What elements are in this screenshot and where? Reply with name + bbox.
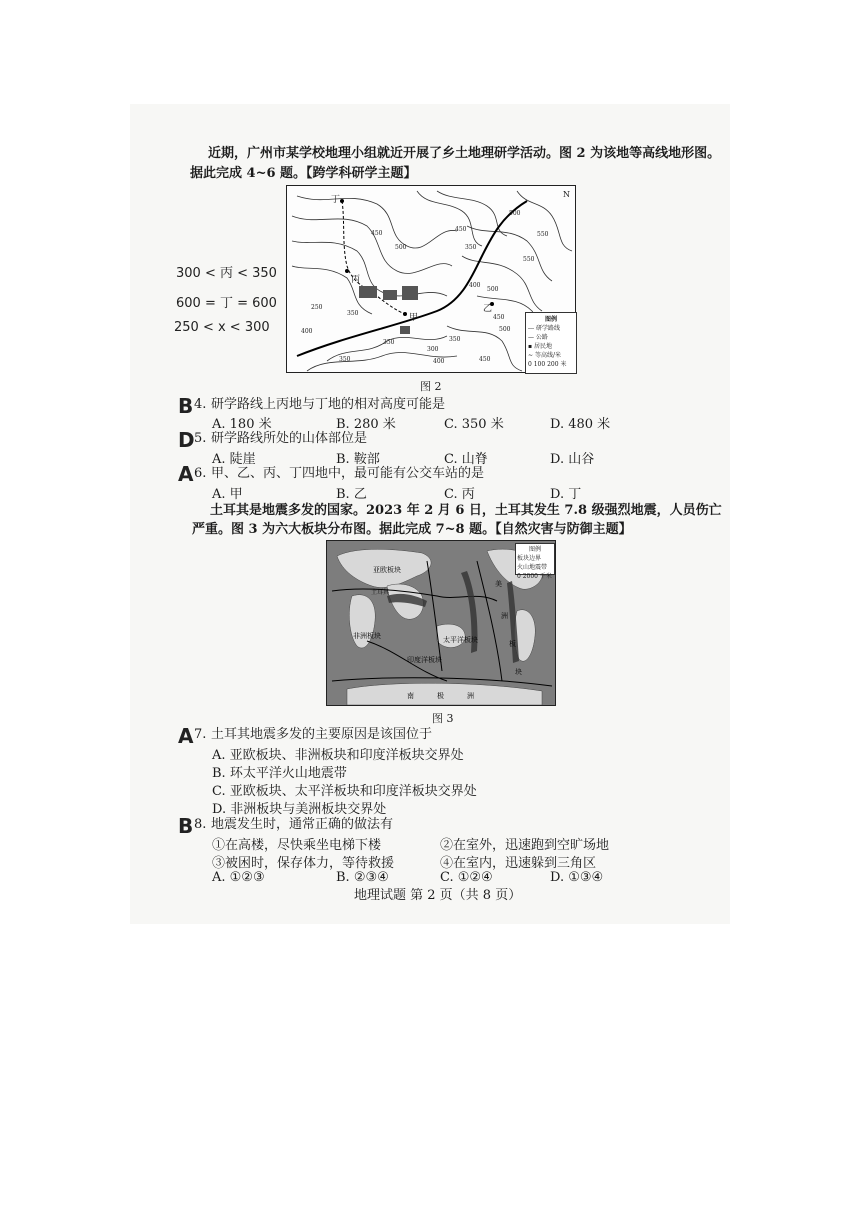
contour-label: 350 <box>383 339 395 346</box>
contour-label: 450 <box>371 230 383 237</box>
place-ding: 丁 <box>331 195 341 205</box>
handnote-1: 300 < 丙 < 350 <box>176 266 277 281</box>
label-african-plate: 非洲板块 <box>353 632 381 640</box>
q5-option-a: A. 陡崖 <box>212 452 256 467</box>
q4-option-d: D. 480 米 <box>550 417 611 432</box>
label-america-2: 洲 <box>501 612 508 620</box>
intro2-line-1: 土耳其是地震多发的国家。2023 年 2 月 6 日，土耳其发生 7.8 级强烈地震，人员伤亡 <box>210 503 722 518</box>
map-legend <box>525 312 577 374</box>
contour-label: 400 <box>433 358 445 365</box>
q4-option-a: A. 180 米 <box>212 417 272 432</box>
contour-map <box>286 185 576 373</box>
q7-stem: 土耳其地震多发的主要原因是该国位于 <box>211 727 433 742</box>
legend-scale: 0 2000 千米 <box>517 573 552 580</box>
q4-stem: 研学路线上丙地与丁地的相对高度可能是 <box>211 397 446 412</box>
north-arrow-icon: N <box>563 190 570 199</box>
contour-label: 500 <box>499 326 511 333</box>
legend-route: --- 研学路线 <box>528 325 561 332</box>
figure-2-caption: 图 2 <box>420 380 442 393</box>
label-america-1: 美 <box>495 580 502 588</box>
q8-num: 8. <box>194 817 207 832</box>
q8-option-c: C. ①②④ <box>440 870 493 885</box>
q4-option-b: B. 280 米 <box>336 417 396 432</box>
legend-scale: 0 100 200 米 <box>528 361 567 368</box>
q5-option-c: C. 山脊 <box>444 452 488 467</box>
label-pacific-plate: 太平洋板块 <box>443 636 478 644</box>
plate-map <box>326 540 556 706</box>
contour-label: 400 <box>469 282 481 289</box>
contour-label: 250 <box>311 304 323 311</box>
intro-line-2: 据此完成 4~6 题。【跨学科研学主题】 <box>190 166 417 181</box>
legend-contour: ~ 等高线/米 <box>528 352 561 359</box>
label-turkey: 土耳其 <box>371 589 390 596</box>
legend-settlement: ▪ 居民地 <box>528 343 552 350</box>
contour-label: 450 <box>493 314 505 321</box>
q8-statement-3: ③被困时，保存体力，等待救援 <box>212 856 395 871</box>
place-yi: 乙 <box>483 304 493 314</box>
contour-label: 450 <box>455 226 467 233</box>
contour-label: 400 <box>301 328 313 335</box>
intro-line-1: 近期，广州市某学校地理小组就近开展了乡土地理研学活动。图 2 为该地等高线地形图。 <box>208 146 721 161</box>
label-america-4: 块 <box>515 668 522 676</box>
contour-label: 500 <box>395 244 407 251</box>
plate-legend-title: 图例 <box>528 546 541 553</box>
contour-label: 500 <box>509 210 521 217</box>
contour-label: 550 <box>523 256 535 263</box>
legend-volcano: 火山地震带 <box>517 564 548 571</box>
page-footer: 地理试题 第 2 页（共 8 页） <box>354 888 522 903</box>
legend-road: — 公路 <box>528 334 548 341</box>
label-indian-plate: 印度洋板块 <box>407 656 442 664</box>
q8-statement-4: ④在室内，迅速躲到三角区 <box>440 856 597 871</box>
q5-stem: 研学路线所处的山体部位是 <box>211 431 368 446</box>
answer-mark-7: A <box>178 724 194 748</box>
label-america-3: 板 <box>509 640 516 648</box>
q4-num: 4. <box>194 397 207 412</box>
contour-label: 550 <box>537 231 549 238</box>
label-antarctic-1: 南 <box>407 692 414 700</box>
q6-option-a: A. 甲 <box>212 487 243 502</box>
q6-option-b: B. 乙 <box>336 487 367 502</box>
answer-mark-6: A <box>178 462 194 486</box>
contour-label: 350 <box>465 244 477 251</box>
plate-legend <box>515 543 555 580</box>
q8-option-b: B. ②③④ <box>336 870 389 885</box>
contour-label: 350 <box>339 356 351 363</box>
handnote-2: 600 = 丁 = 600 <box>176 296 277 311</box>
label-eurasian-plate: 亚欧板块 <box>373 566 401 574</box>
answer-mark-5: D <box>178 428 195 452</box>
contour-label: 500 <box>487 286 499 293</box>
intro2-line-2: 严重。图 3 为六大板块分布图。据此完成 7~8 题。【自然灾害与防御主题】 <box>192 522 632 537</box>
q7-option-a: A. 亚欧板块、非洲板块和印度洋板块交界处 <box>212 748 464 763</box>
contour-label: 350 <box>449 336 461 343</box>
q7-option-b: B. 环太平洋火山地震带 <box>212 766 347 781</box>
handnote-3: 250 < x < 300 <box>174 320 270 335</box>
label-antarctic-3: 洲 <box>467 692 474 700</box>
contour-label: 350 <box>347 310 359 317</box>
q8-statement-2: ②在室外，迅速跑到空旷场地 <box>440 838 610 853</box>
answer-mark-4: B <box>178 394 194 418</box>
q8-statement-1: ①在高楼，尽快乘坐电梯下楼 <box>212 838 382 853</box>
q7-option-c: C. 亚欧板块、太平洋板块和印度洋板块交界处 <box>212 784 477 799</box>
answer-mark-8: B <box>178 814 194 838</box>
q8-option-a: A. ①②③ <box>212 870 265 885</box>
q6-option-c: C. 丙 <box>444 487 475 502</box>
figure-3-caption: 图 3 <box>432 712 454 725</box>
place-bing: 丙 <box>351 275 361 285</box>
q8-stem: 地震发生时，通常正确的做法有 <box>211 817 394 832</box>
q5-option-b: B. 鞍部 <box>336 452 380 467</box>
q4-option-c: C. 350 米 <box>444 417 504 432</box>
q7-option-d: D. 非洲板块与美洲板块交界处 <box>212 802 387 817</box>
q6-option-d: D. 丁 <box>550 487 582 502</box>
q5-num: 5. <box>194 431 207 446</box>
q7-num: 7. <box>194 727 207 742</box>
contour-label: 450 <box>479 356 491 363</box>
q5-option-d: D. 山谷 <box>550 452 595 467</box>
legend-boundary: 板块边界 <box>517 555 542 562</box>
contour-label: 300 <box>427 346 439 353</box>
q6-stem: 甲、乙、丙、丁四地中，最可能有公交车站的是 <box>211 466 485 481</box>
q6-num: 6. <box>194 466 207 481</box>
label-antarctic-2: 极 <box>437 692 444 700</box>
q8-option-d: D. ①③④ <box>550 870 604 885</box>
place-jia: 甲 <box>409 313 419 323</box>
legend-title: 图例 <box>544 316 557 323</box>
